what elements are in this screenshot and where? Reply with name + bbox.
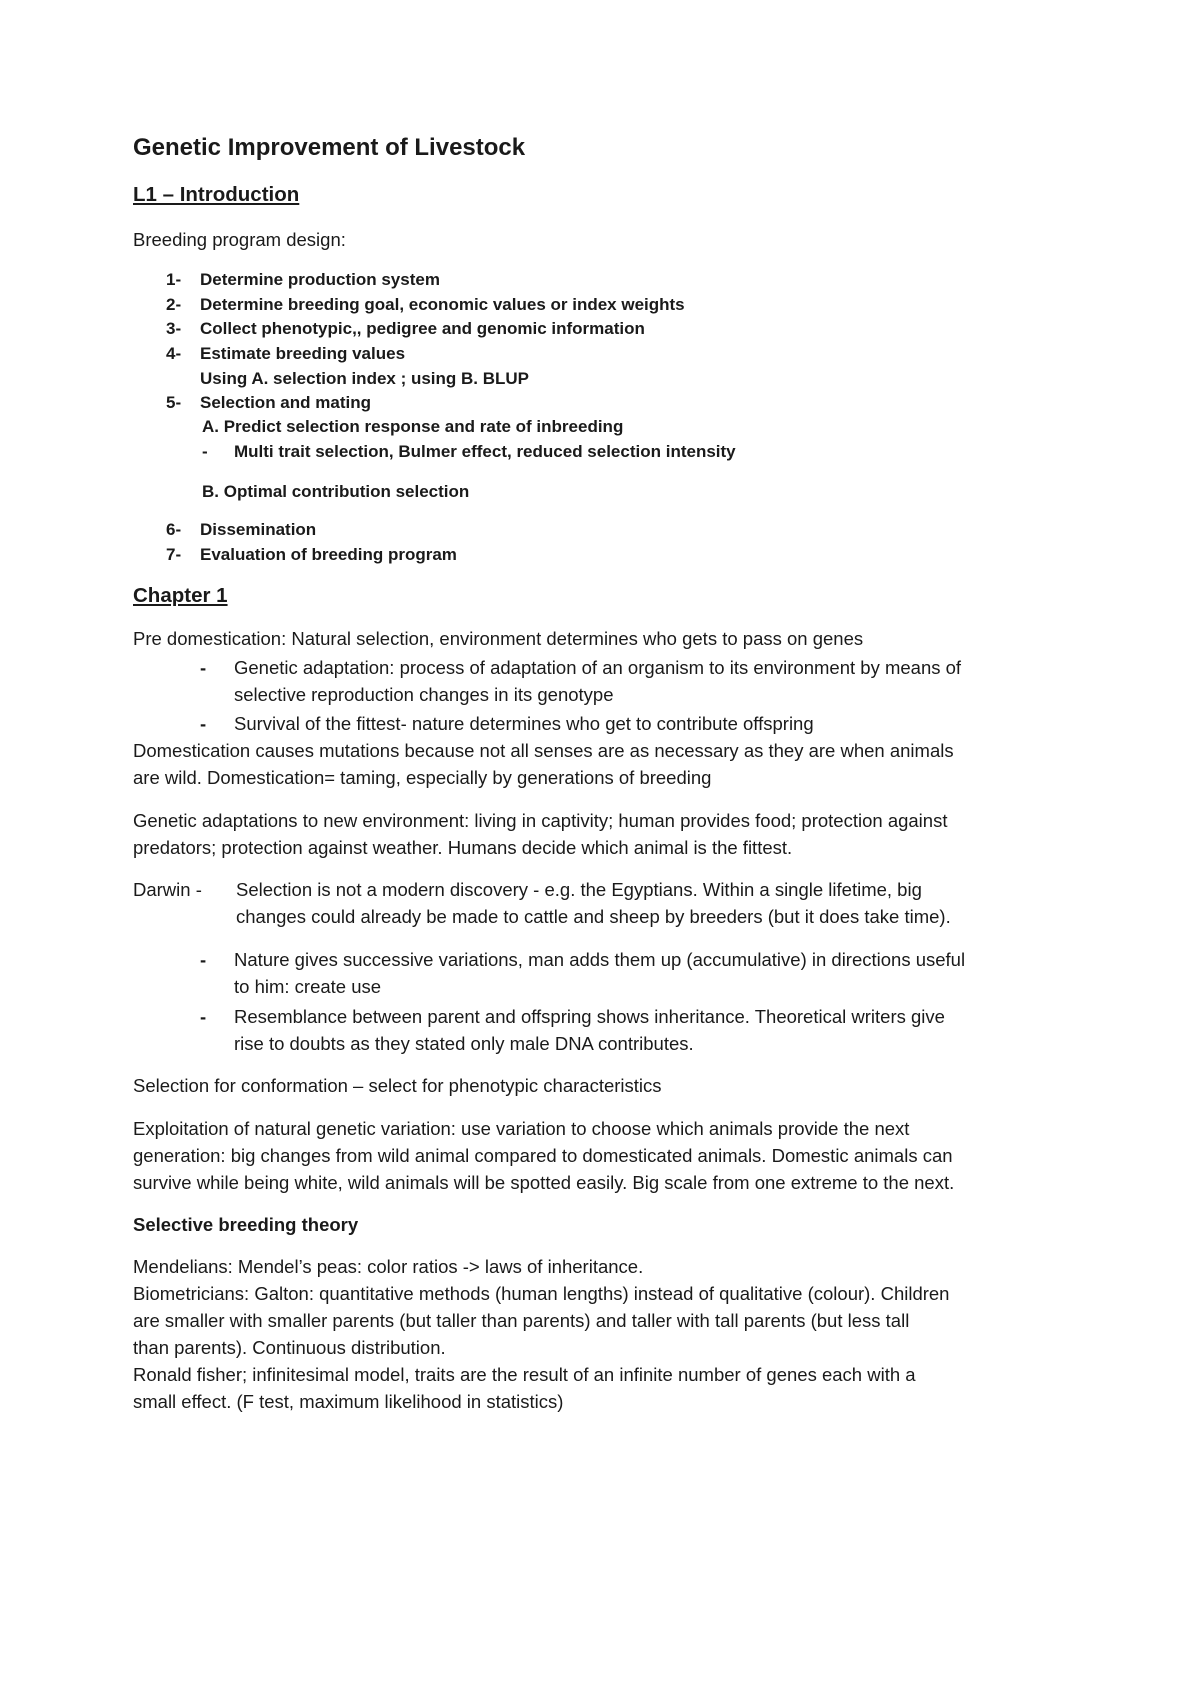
step-text: Selection and mating xyxy=(200,393,371,412)
paragraph-line: Selection for conformation – select for phenotypic characteristics xyxy=(133,1075,662,1096)
paragraph-line: than parents). Continuous distribution. xyxy=(133,1337,446,1358)
paragraph-line: Pre domestication: Natural selection, environment determines who gets to pass on genes xyxy=(133,628,864,649)
bullet-text: Resemblance between parent and offspring shows inheritance. Theoretical writers give xyxy=(234,1006,945,1027)
step-text: Estimate breeding values xyxy=(200,344,406,363)
lecture-heading: L1 – Introduction xyxy=(133,183,300,206)
step-number: 1- xyxy=(166,270,182,289)
step-text: Evaluation of breeding program xyxy=(200,545,457,564)
step-subtext: Multi trait selection, Bulmer effect, reduced selection intensity xyxy=(234,442,736,461)
step-number: 3- xyxy=(166,319,182,338)
paragraph-line: Biometricians: Galton: quantitative methods (human lengths) instead of qualitative (colour). Children xyxy=(133,1283,950,1304)
step-number: 4- xyxy=(166,344,182,363)
bullet-text: rise to doubts as they stated only male DNA contributes. xyxy=(234,1033,694,1054)
darwin-text: Selection is not a modern discovery - e.g. the Egyptians. Within a single lifetime, big xyxy=(236,879,922,900)
step-text: Dissemination xyxy=(200,520,317,539)
step-subtext: A. Predict selection response and rate of inbreeding xyxy=(202,417,624,436)
paragraph-line: Domestication causes mutations because not all senses are as necessary as they are when animals xyxy=(133,740,954,761)
bullet-text: Nature gives successive variations, man adds them up (accumulative) in directions useful xyxy=(234,949,966,970)
paragraph-line: are wild. Domestication= taming, especially by generations of breeding xyxy=(133,767,712,788)
step-number: 7- xyxy=(166,545,182,564)
bullet-text: to him: create use xyxy=(234,976,382,997)
section-heading: Selective breeding theory xyxy=(133,1214,359,1235)
darwin-text: changes could already be made to cattle and sheep by breeders (but it does take time). xyxy=(236,906,951,927)
paragraph-line: are smaller with smaller parents (but taller than parents) and taller with tall parents (but less tall xyxy=(133,1310,910,1331)
bullet-marker: - xyxy=(200,949,207,970)
paragraph-line: Genetic adaptations to new environment: living in captivity; human provides food; protection against xyxy=(133,810,948,831)
paragraph-line: generation: big changes from wild animal compared to domesticated animals. Domestic animals can xyxy=(133,1145,953,1166)
step-text: Determine breeding goal, economic values or index weights xyxy=(200,295,685,314)
chapter-heading: Chapter 1 xyxy=(133,584,228,607)
step-subtext: Using A. selection index ; using B. BLUP xyxy=(200,369,530,388)
bullet-text: Survival of the fittest- nature determines who get to contribute offspring xyxy=(234,713,814,734)
paragraph-line: Ronald fisher; infinitesimal model, traits are the result of an infinite number of genes each with a xyxy=(133,1364,916,1385)
document-title: Genetic Improvement of Livestock xyxy=(133,134,526,161)
bullet-marker: - xyxy=(200,713,207,734)
step-number: 2- xyxy=(166,295,182,314)
bullet-marker: - xyxy=(200,657,207,678)
step-number: 6- xyxy=(166,520,182,539)
darwin-label: Darwin - xyxy=(133,879,202,900)
paragraph-line: survive while being white, wild animals will be spotted easily. Big scale from one extreme to the next. xyxy=(133,1172,955,1193)
bullet-text: selective reproduction changes in its genotype xyxy=(234,684,614,705)
paragraph-line: small effect. (F test, maximum likelihood in statistics) xyxy=(133,1391,564,1412)
bullet-marker: - xyxy=(200,1006,207,1027)
step-text: Collect phenotypic,, pedigree and genomic information xyxy=(200,319,645,338)
dash-marker: - xyxy=(202,442,208,461)
paragraph-line: predators; protection against weather. Humans decide which animal is the fittest. xyxy=(133,837,793,858)
step-number: 5- xyxy=(166,393,182,412)
intro-text: Breeding program design: xyxy=(133,229,346,250)
step-subtext: B. Optimal contribution selection xyxy=(202,482,470,501)
step-text: Determine production system xyxy=(200,270,440,289)
paragraph-line: Mendelians: Mendel’s peas: color ratios -> laws of inheritance. xyxy=(133,1256,644,1277)
bullet-text: Genetic adaptation: process of adaptation of an organism to its environment by means of xyxy=(234,657,962,678)
paragraph-line: Exploitation of natural genetic variation: use variation to choose which animals provide the next xyxy=(133,1118,910,1139)
